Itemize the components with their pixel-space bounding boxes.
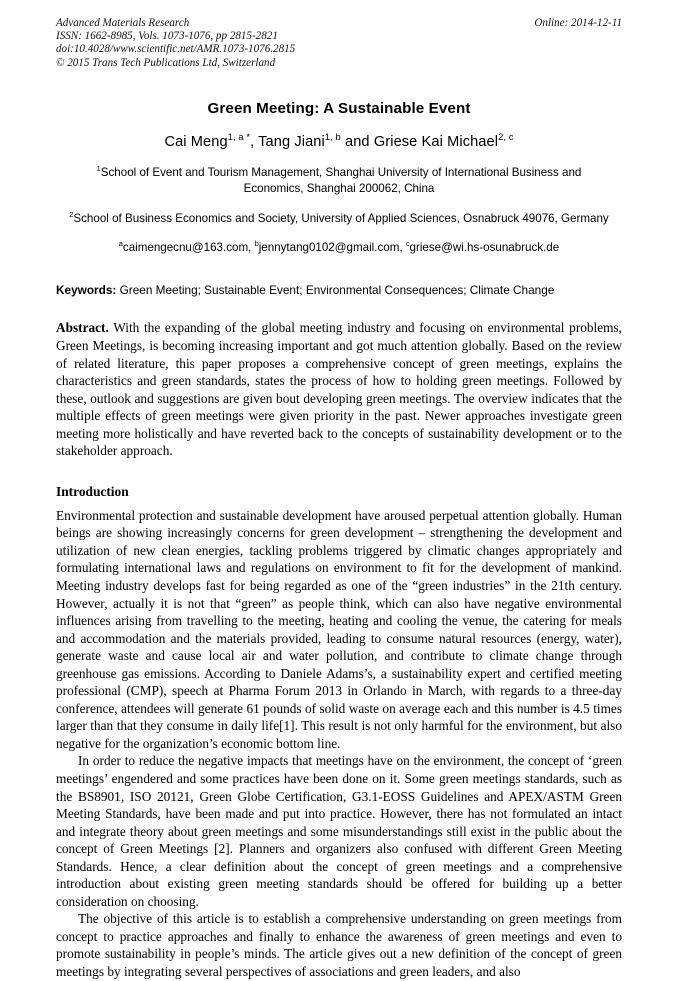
keywords-values: Green Meeting; Sustainable Event; Environmental Consequences; Climate Change — [116, 283, 555, 298]
author-name-3: Griese Kai Michael — [373, 133, 499, 150]
author-name-2: Tang Jiani — [258, 133, 325, 150]
introduction-paragraph-3: The objective of this article is to establish a comprehensive understanding on green meetings from concept to practice approaches and finally to enhance the awareness of green meetings and even to promote sustainability in people’s minds. The article gives out a new definition of the concept of green meetings by integrating several perspectives of associations and green leaders, and also — [56, 911, 622, 980]
author-list — [56, 131, 622, 150]
author-affiliation-marker-1: 1, a * — [227, 131, 251, 142]
journal-issn-volume: ISSN: 1662-8985, Vols. 1073-1076, pp 2815-2821 — [56, 30, 278, 43]
section-heading-introduction: Introduction — [56, 483, 129, 499]
affiliation-1 — [56, 165, 622, 198]
affiliation-marker-2: 2 — [69, 209, 74, 219]
abstract-text: With the expanding of the global meeting industry and focusing on environmental problems, Green Meetings, is becoming increasing important and got much attention globally. Based on the review of related literature, this paper proposes a comprehensive concept of green meetings, explains the characteristics and green standards, states the process of how to holding green meetings. Followed by these, outlook and suggestions are given bout developing green meetings. The overview indicates that the multiple effects of green meetings were given priority in the past. Newer approaches investigate green meeting more holistically and have reverted back to the concepts of sustainability development or to the stakeholder approach. — [56, 320, 622, 459]
email-address-a[interactable]: caimengecnu@163.com, — [122, 241, 255, 255]
journal-header — [56, 17, 622, 70]
keywords-line — [56, 282, 622, 298]
author-separator-1: , — [250, 133, 259, 150]
affiliation-2 — [56, 211, 622, 227]
affiliation-text-2: School of Business Economics and Society, University of Applied Sciences, Osnabruck 49076, Germany — [73, 211, 609, 225]
paper-title: Green Meeting: A Sustainable Event — [207, 99, 471, 117]
author-name-1: Cai Meng — [164, 133, 228, 150]
email-marker-c: c — [405, 239, 410, 249]
author-affiliation-marker-3: 2, c — [498, 131, 514, 142]
introduction-paragraph-2: In order to reduce the negative impacts that meetings have on the environment, the concept of ‘green meetings’ engendered and some practices have been done on it. Some green meetings standards, such as the BS8901, ISO 20121, Green Globe Certification, G3.1-EOSS Guidelines and APEX/ASTM Green Meeting Standards, have been made and put into practice. However, there has not formulated an intact and integrate theory about green meetings and some misunderstandings still exist in the public about the concept of Green Meetings [2]. Planners and organizers also confused with different Green Meeting Standards. Hence, a clear definition about the concept of green meetings and a comprehensive introduction about existing green meeting standards should be offered for building up a better consideration on choosing. — [56, 753, 622, 909]
journal-copyright: © 2015 Trans Tech Publications Ltd, Switzerland — [56, 56, 276, 69]
email-marker-b: b — [254, 239, 259, 249]
author-affiliation-marker-2: 1, b — [324, 131, 341, 142]
email-marker-a: a — [118, 239, 123, 249]
journal-title: Advanced Materials Research — [56, 17, 190, 29]
author-emails — [56, 240, 622, 256]
keywords-label: Keywords: — [56, 283, 117, 298]
email-address-b[interactable]: jennytang0102@gmail.com, — [258, 241, 406, 255]
introduction-paragraph-1: Environmental protection and sustainable development have aroused perpetual attention globally. Human beings are showing increasingly concerns for green development – strengthening the development and utilization of new clean energies, tackling problems triggered by climatic changes appropriately and formulating international laws and regulations on environment to fit for the development of mankind. Meeting industry develops fast for being regarded as one of the “green industries” in the 21th century. However, actually it is not that “green” as people think, which can also have negative environmental influences arising from travelling to the meeting, heating and cooling the venue, the catering for meals and accommodation and the materials provided, leading to consume natural resources (energy, water), generate waste and cause local air and water pollution, and contribute to climate change through greenhouse gas emissions. According to Daniele Adams’s, a sustainability expert and certified meeting professional (CMP), speech at Pharma Forum 2013 in Orlando in March, with regards to a three-day conference, attendees will generate 61 pounds of solid waste on average each and this number is 4.5 times larger than that they consume in daily life[1]. This result is not only harmful for the environment, but also negative for the organization’s economic bottom line. — [56, 507, 622, 751]
affiliation-text-1: School of Event and Tourism Management, Shanghai University of International Business and Economics, Shanghai 200062, China — [100, 165, 582, 196]
author-separator-2: and — [340, 133, 374, 150]
affiliation-marker-1: 1 — [96, 163, 101, 173]
online-publication-date: Online: 2014-12-11 — [534, 17, 622, 29]
email-address-c[interactable]: griese@wi.hs-osunabruck.de — [409, 241, 560, 255]
abstract-label: Abstract. — [56, 320, 109, 336]
abstract-paragraph — [56, 319, 622, 459]
journal-doi: doi:10.4028/www.scientific.net/AMR.1073-1076.2815 — [56, 43, 296, 56]
